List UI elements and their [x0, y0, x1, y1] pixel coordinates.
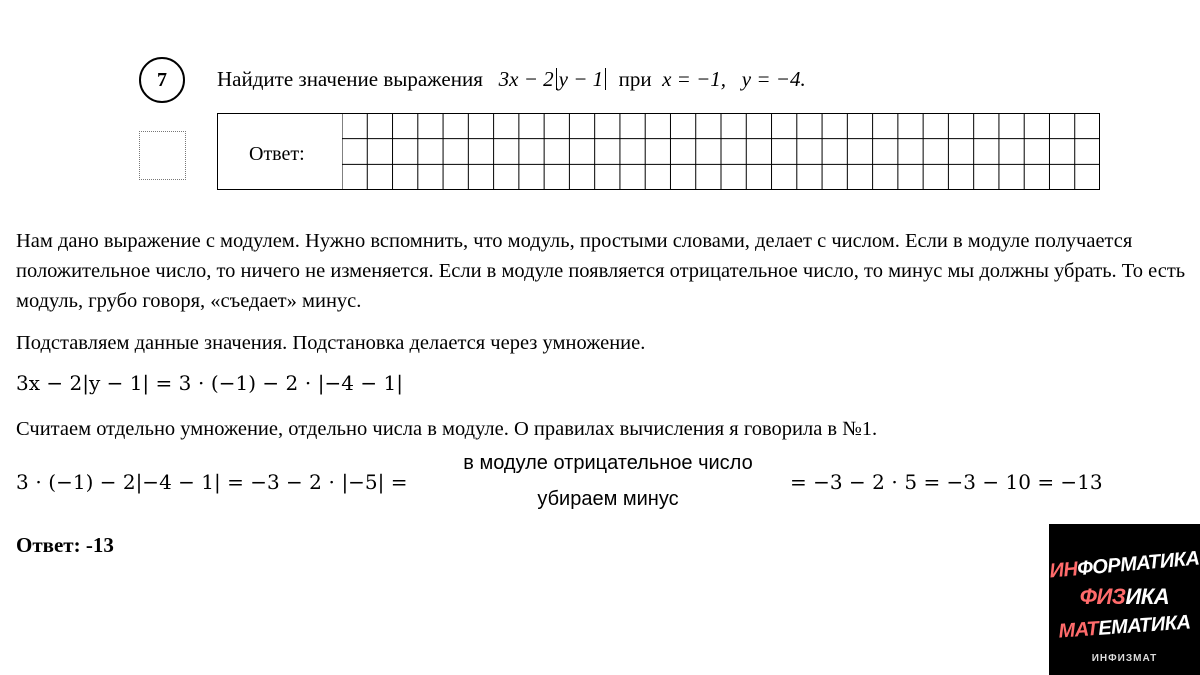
answer-grid[interactable] [342, 113, 1100, 190]
task-number: 7 [157, 68, 167, 91]
task-expr-b: y − 1 [558, 67, 604, 91]
task-cond-x: x = −1, [662, 67, 727, 91]
logo-line-4: ИНФИЗМАТ [1091, 653, 1158, 664]
explanation-paragraph-1: Нам дано выражение с модулем. Нужно вспомнить, что модуль, простыми словами, делает с числом. Если в модуле получается положительное число, то ничего не изменяется. Если в модуле появляется отрицательное число, то минус мы должны убрать. То есть модуль, грубо говоря, «съедает» минус. [16, 230, 1186, 312]
equation-left: 3 ⋅ (−1) − 2|−4 − 1| = −3 − 2 ⋅ |−5| = [16, 470, 408, 494]
equation-substitution: 3x − 2|y − 1| = 3 ⋅ (−1) − 2 ⋅ |−4 − 1| [16, 371, 403, 395]
final-answer: Ответ: -13 [16, 533, 114, 557]
explanation-paragraph-3: Считаем отдельно умножение, отдельно числа в модуле. О правилах вычисления я говорила в №1. [16, 418, 878, 440]
task-number-badge [139, 57, 185, 103]
task-prefix: Найдите значение выражения [217, 67, 483, 91]
abs-bar-right [605, 68, 606, 90]
task-cond-y: y = −4. [741, 67, 806, 91]
logo-line-2: ФИЗИКА [1079, 584, 1170, 609]
explanation-paragraph-2: Подставляем данные значения. Подстановка делается через умножение. [16, 332, 646, 354]
abs-bar-left [556, 68, 557, 90]
logo-line-1: ИНФОРМАТИКА [1049, 547, 1200, 583]
answer-label: Ответ: [249, 143, 305, 165]
score-box [139, 131, 186, 180]
task-statement [217, 67, 806, 92]
task-expr-a: 3x − 2 [498, 67, 554, 91]
annotation-bottom: убираем минус [537, 488, 679, 510]
infizmat-logo [1049, 524, 1200, 675]
task-mid: при [618, 67, 652, 91]
equation-right: = −3 − 2 ⋅ 5 = −3 − 10 = −13 [790, 470, 1103, 494]
annotation-top: в модуле отрицательное число [463, 452, 753, 474]
logo-line-3: МАТЕМАТИКА [1057, 611, 1192, 643]
